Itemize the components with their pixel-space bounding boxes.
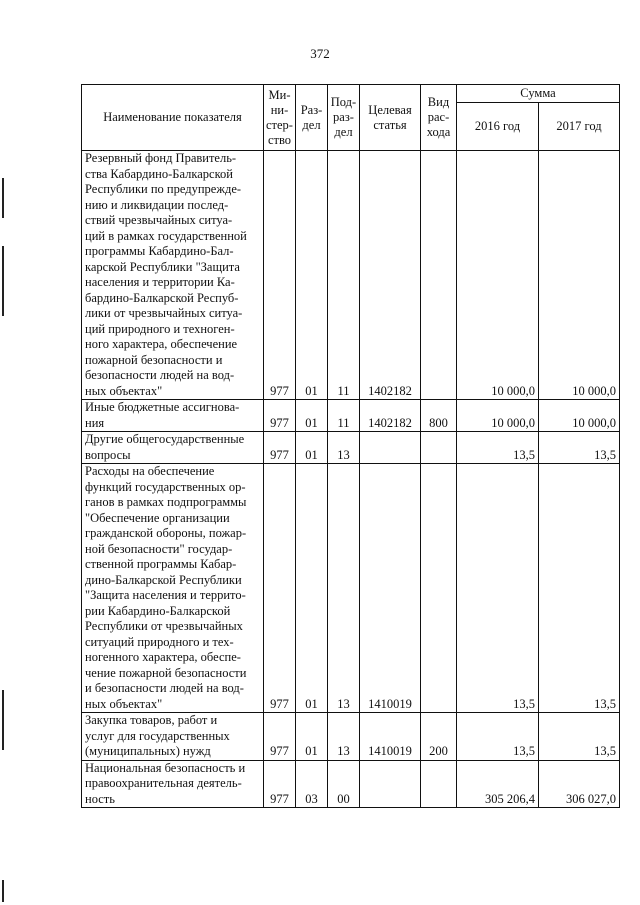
- cell-section: 03: [296, 760, 328, 808]
- cell-2016: 10 000,0: [457, 400, 539, 432]
- cell-expense-type: [421, 760, 457, 808]
- cell-2017: 13,5: [539, 464, 620, 713]
- table-row: [82, 400, 620, 432]
- table-body: [82, 151, 620, 808]
- table-row: [82, 713, 620, 761]
- scan-margin-mark: [2, 880, 4, 902]
- cell-section: 01: [296, 464, 328, 713]
- header-sum: Сумма: [457, 85, 620, 103]
- cell-expense-type: [421, 432, 457, 464]
- header-subsection: Под- раз- дел: [328, 85, 360, 151]
- header-year-2016: 2016 год: [457, 103, 539, 151]
- cell-subsection: 11: [328, 400, 360, 432]
- header-ministry: Ми- ни- стер- ство: [264, 85, 296, 151]
- cell-2017: 10 000,0: [539, 151, 620, 400]
- cell-ministry: 977: [264, 432, 296, 464]
- cell-target: 1410019: [360, 713, 421, 761]
- table-row: [82, 760, 620, 808]
- cell-subsection: 13: [328, 432, 360, 464]
- cell-2016: 13,5: [457, 432, 539, 464]
- cell-expense-type: 200: [421, 713, 457, 761]
- cell-section: 01: [296, 400, 328, 432]
- cell-section: 01: [296, 713, 328, 761]
- cell-name: Другие общегосударственные вопросы: [82, 432, 264, 464]
- cell-2016: 13,5: [457, 713, 539, 761]
- scan-margin-mark: [2, 246, 4, 316]
- cell-subsection: 13: [328, 464, 360, 713]
- cell-subsection: 11: [328, 151, 360, 400]
- cell-2016: 10 000,0: [457, 151, 539, 400]
- page-number: 372: [310, 46, 330, 61]
- table-row: [82, 432, 620, 464]
- cell-ministry: 977: [264, 151, 296, 400]
- cell-name: Национальная безопасность и правоохранительная деятель- ность: [82, 760, 264, 808]
- cell-ministry: 977: [264, 713, 296, 761]
- cell-name: Закупка товаров, работ и услуг для государственных (муниципальных) нужд: [82, 713, 264, 761]
- cell-name: Резервный фонд Правитель- ства Кабардино-Балкарской Республики по предупрежде- нию и ликвидации послед- ствий чрезвычайных ситуа- ций в рамках государственной программы Кабардино-Бал- карской Республики "Защита населения и территории Ка- бардино-Балкарской Респуб- лики от чрезвычайных ситуа- ций природного и техноген- ного характера, обеспечение пожарной безопасности и безопасности людей на вод- ных объектах": [82, 151, 264, 400]
- cell-expense-type: 800: [421, 400, 457, 432]
- table-row: [82, 464, 620, 713]
- cell-name: Иные бюджетные ассигнова- ния: [82, 400, 264, 432]
- budget-table: [81, 84, 620, 808]
- cell-ministry: 977: [264, 760, 296, 808]
- cell-2017: 306 027,0: [539, 760, 620, 808]
- cell-ministry: 977: [264, 464, 296, 713]
- table-row: [82, 151, 620, 400]
- cell-2017: 13,5: [539, 432, 620, 464]
- cell-2016: 305 206,4: [457, 760, 539, 808]
- cell-target: [360, 760, 421, 808]
- cell-section: 01: [296, 151, 328, 400]
- cell-expense-type: [421, 151, 457, 400]
- cell-2017: 10 000,0: [539, 400, 620, 432]
- header-name: Наименование показателя: [82, 85, 264, 151]
- cell-subsection: 13: [328, 713, 360, 761]
- cell-2016: 13,5: [457, 464, 539, 713]
- cell-2017: 13,5: [539, 713, 620, 761]
- cell-target: 1410019: [360, 464, 421, 713]
- cell-section: 01: [296, 432, 328, 464]
- header-expense-type: Вид рас- хода: [421, 85, 457, 151]
- cell-target: [360, 432, 421, 464]
- header-year-2017: 2017 год: [539, 103, 620, 151]
- header-target: Целевая статья: [360, 85, 421, 151]
- scan-margin-mark: [2, 690, 4, 750]
- cell-target: 1402182: [360, 151, 421, 400]
- cell-target: 1402182: [360, 400, 421, 432]
- header-section: Раз- дел: [296, 85, 328, 151]
- cell-ministry: 977: [264, 400, 296, 432]
- scan-margin-mark: [2, 178, 4, 218]
- cell-subsection: 00: [328, 760, 360, 808]
- cell-name: Расходы на обеспечение функций государственных ор- ганов в рамках подпрограммы "Обеспечение организации гражданской обороны, пожар- ной безопасности" государ- ственной программы Кабар- дино-Балкарской Республики "Защита населения и террито- рии Кабардино-Балкарской Республики от чрезвычайных ситуаций природного и тех- ногенного характера, обеспе- чение пожарной безопасности и безопасности людей на вод- ных объектах": [82, 464, 264, 713]
- cell-expense-type: [421, 464, 457, 713]
